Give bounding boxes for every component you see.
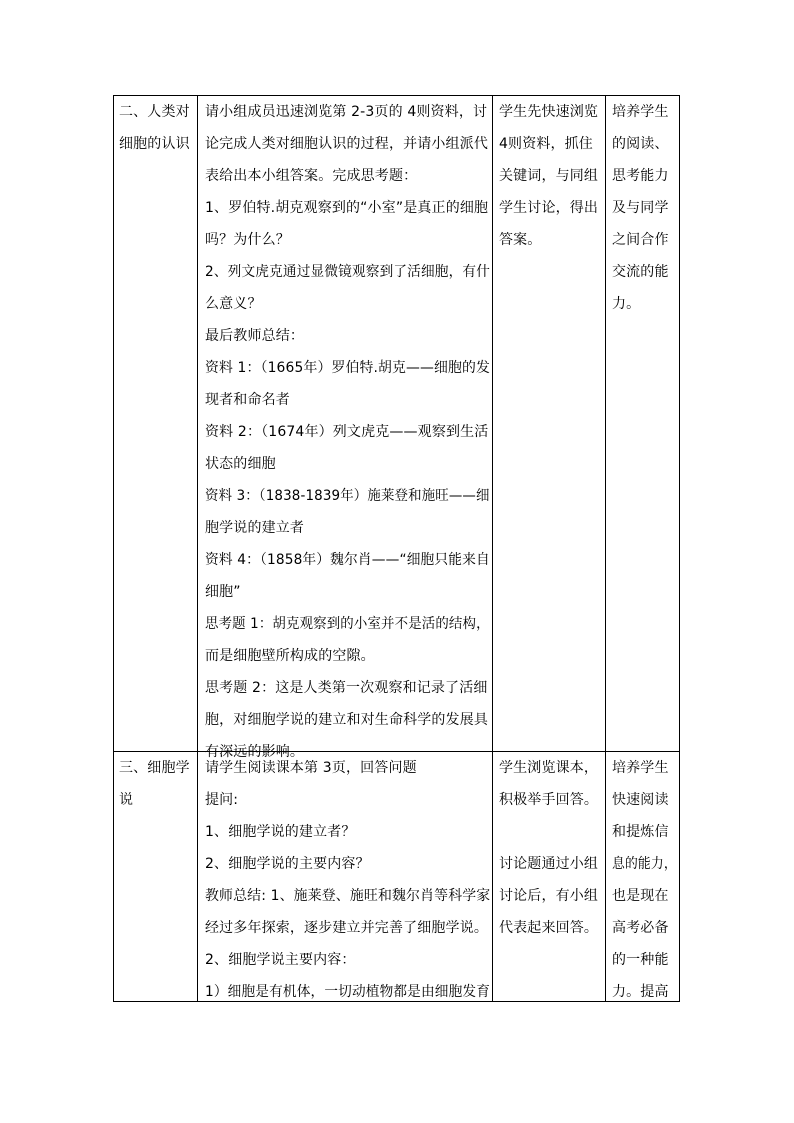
text-line: 讨论题通过小组 [499,856,599,872]
text-line: 的一种能 [612,952,669,968]
text-line: 最后教师总结： [205,328,305,344]
text-line: 讨论后，有小组 [499,888,599,904]
text-line: 资料 4：（1858年）魏尔肖——“细胞只能来自 [205,552,490,568]
text-line: 现者和命名者 [205,392,290,408]
text-line: 状态的细胞 [205,456,276,472]
text-line: 1、细胞学说的建立者？ [205,824,356,840]
text-line: 代表起来回答。 [499,920,599,936]
text-line: 1、罗伯特.胡克观察到的“小室”是真正的细胞 [205,200,489,216]
text-line: 二、人类对 [119,104,190,120]
text-line: 学生先快速浏览 [499,104,599,120]
text-line: 请学生阅读课本第 3页，回答问题 [205,760,417,776]
text-line: 教师总结: 1、施莱登、施旺和魏尔肖等科学家 [205,888,491,904]
text-line: 论完成人类对细胞认识的过程，并请小组派代 [205,136,488,152]
text-line: 表给出本小组答案。完成思考题： [205,168,418,184]
text-line: 答案。 [499,232,542,248]
text-line: 高考必备 [612,920,669,936]
text-line: 关键词，与同组 [499,168,599,184]
text-line: 之间合作 [612,232,669,248]
text-line: 胞学说的建立者 [205,520,305,536]
table-row [113,752,680,1001]
text-line: 细胞的认识 [119,136,190,152]
text-line: 说 [119,792,134,808]
text-line: 1）细胞是有机体，一切动植物都是由细胞发育 [205,984,491,1000]
text-line: 培养学生 [612,104,669,120]
text-line: 和提炼信 [612,824,669,840]
text-line: 思考题 2：这是人类第一次观察和记录了活细 [205,680,488,696]
text-line: 学生讨论，得出 [499,200,599,216]
text-line: 细胞” [205,584,241,600]
text-line: 有深远的影响。 [205,744,305,760]
text-line: 2、细胞学说的主要内容？ [205,856,370,872]
text-line: 力。 [612,296,641,312]
text-line: 及与同学 [612,200,669,216]
text-line: 资料 3：（1838-1839年）施莱登和施旺——细 [205,488,490,504]
text-line: 快速阅读 [612,792,669,808]
text-line: 培养学生 [612,760,669,776]
text-line: 的阅读、 [612,136,669,152]
text-line: 吗？为什么？ [205,232,290,248]
text-line: 经过多年探索，逐步建立并完善了细胞学说。 [205,920,488,936]
table-row [113,95,680,760]
text-line: 思考题 1：胡克观察到的小室并不是活的结构， [205,616,490,632]
lesson-plan-table [113,95,680,1002]
text-line: 2、列文虎克通过显微镜观察到了活细胞，有什 [205,264,491,280]
text-line: 么意义？ [205,296,262,312]
text-line: 提问: [205,792,239,808]
text-line: 交流的能 [612,264,669,280]
text-line: 力。提高 [612,984,669,1000]
text-line: 2、细胞学说主要内容： [205,952,356,968]
text-line: 资料 1：（1665年）罗伯特.胡克——细胞的发 [205,360,491,376]
text-line: 息的能力， [612,856,677,872]
text-line: 胞，对细胞学说的建立和对生命科学的发展具 [205,712,488,728]
text-line: 思考能力 [612,168,669,184]
text-line: 学生浏览课本， [499,760,599,776]
text-line: 积极举手回答。 [499,792,599,808]
text-line: 而是细胞壁所构成的空隙。 [205,648,375,664]
text-line: 请小组成员迅速浏览第 2-3页的 4则资料，讨 [205,104,488,120]
text-line: 也是现在 [612,888,669,904]
text-line: 4则资料，抓住 [499,136,593,152]
table-border-bottom [113,1001,680,1002]
text-line: 资料 2：（1674年）列文虎克——观察到生活 [205,424,489,440]
text-line: 三、细胞学 [119,760,190,776]
